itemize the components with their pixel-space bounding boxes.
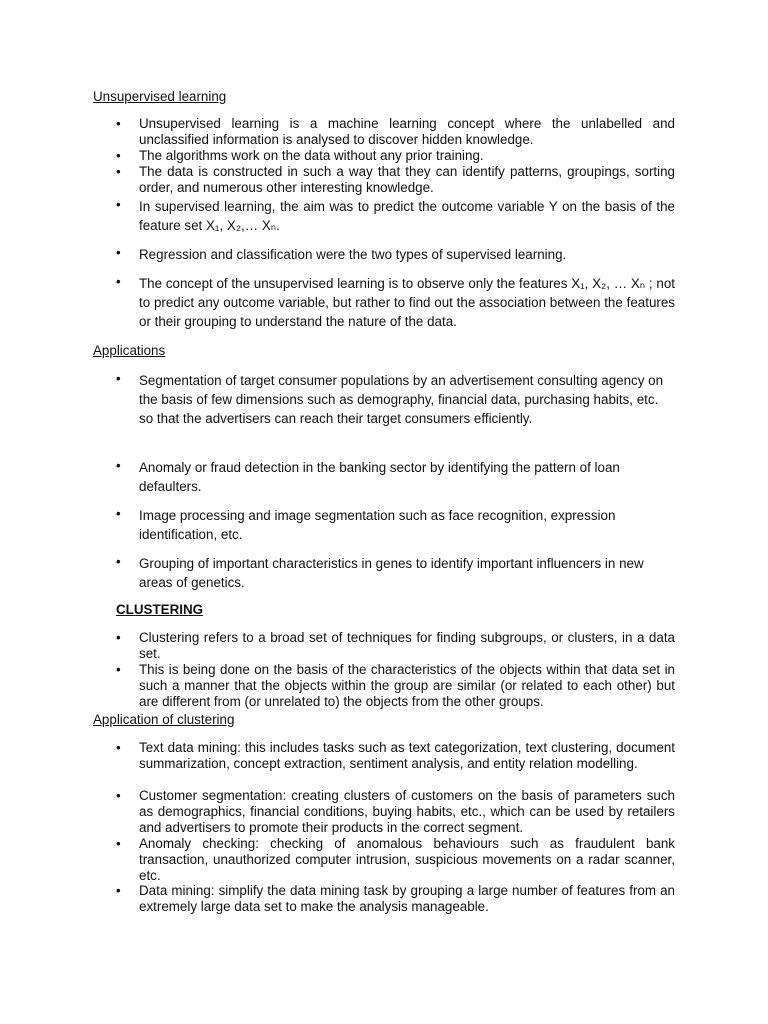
list-item-text: Image processing and image segmentation such as face recognition, expression identification, etc. <box>139 508 616 542</box>
list-item <box>116 148 675 164</box>
list-item <box>116 197 675 235</box>
bullet-icon: • <box>116 245 121 260</box>
list-item <box>116 836 675 884</box>
list-item <box>116 630 675 662</box>
list-item-text: Regression and classification were the two types of supervised learning. <box>139 247 567 262</box>
bullet-icon: • <box>116 274 121 289</box>
list-item <box>116 274 675 331</box>
bullet-icon: • <box>116 371 121 386</box>
heading-unsupervised-learning: Unsupervised learning <box>93 89 227 104</box>
list-item-text: Text data mining: this includes tasks such as text categorization, text clustering, document summarization, concept extraction, sentiment analysis, and entity relation modelling. <box>139 740 675 771</box>
list-item <box>116 116 675 148</box>
list-item <box>116 788 675 836</box>
bullet-icon: • <box>116 197 121 212</box>
heading-clustering: CLUSTERING <box>116 602 204 617</box>
bullet-icon: • <box>116 148 121 163</box>
list-item-text: Unsupervised learning is a machine learning concept where the unlabelled and unclassified information is analysed to discover hidden knowledge. <box>139 116 675 147</box>
list-item-text: Grouping of important characteristics in genes to identify important influencers in new areas of genetics. <box>139 556 644 590</box>
list-item-text: The concept of the unsupervised learning is to observe only the features X₁, X₂, … Xₙ ; not to predict any outcome variable, but rather to find out the association between the features or their grouping to understand the nature of the data. <box>139 276 675 329</box>
list-item-text: Anomaly or fraud detection in the banking sector by identifying the pattern of loan defaulters. <box>139 460 620 494</box>
list-item <box>116 371 675 428</box>
bullet-icon: • <box>116 740 121 755</box>
bullet-icon: • <box>116 554 121 569</box>
list-item-text: The algorithms work on the data without any prior training. <box>139 148 484 163</box>
list-item-text: Anomaly checking: checking of anomalous behaviours such as fraudulent bank transaction, unauthorized computer intrusion, suspicious movements on a radar scanner, etc. <box>139 836 675 883</box>
list-item-text: This is being done on the basis of the characteristics of the objects within that data set in such a manner that the objects within the group are similar (or related to each other) but are different from (or unrelated to) the objects from the other groups. <box>139 662 675 709</box>
list-item <box>116 554 675 592</box>
heading-applications: Applications <box>93 343 166 358</box>
bullet-icon: • <box>116 458 121 473</box>
bullet-icon: • <box>116 506 121 521</box>
bullet-icon: • <box>116 662 121 677</box>
list-item-text: The data is constructed in such a way that they can identify patterns, groupings, sorting order, and numerous other interesting knowledge. <box>139 164 675 195</box>
list-item-text: Customer segmentation: creating clusters of customers on the basis of parameters such as demographics, financial conditions, buying habits, etc., which can be used by retailers and advertisers to promote their products in the correct segment. <box>139 788 675 835</box>
list-item <box>116 883 675 915</box>
bullet-icon: • <box>116 883 121 898</box>
bullet-icon: • <box>116 116 121 131</box>
list-item <box>116 506 675 544</box>
list-item <box>116 245 675 264</box>
bullet-icon: • <box>116 788 121 803</box>
list-item-text: Clustering refers to a broad set of techniques for finding subgroups, or clusters, in a data set. <box>139 630 675 661</box>
heading-application-of-clustering: Application of clustering <box>93 712 235 727</box>
bullet-icon: • <box>116 630 121 645</box>
list-item <box>116 164 675 196</box>
list-item-text: Segmentation of target consumer populations by an advertisement consulting agency on the basis of few dimensions such as demography, financial data, purchasing habits, etc. so that the advertisers can reach their target consumers efficiently. <box>139 373 664 426</box>
list-item <box>116 662 675 710</box>
list-item <box>116 458 675 496</box>
list-item <box>116 740 675 772</box>
bullet-icon: • <box>116 164 121 179</box>
bullet-icon: • <box>116 836 121 851</box>
list-item-text: In supervised learning, the aim was to predict the outcome variable Y on the basis of the feature set X₁, X₂,… Xₙ. <box>139 199 675 233</box>
list-item-text: Data mining: simplify the data mining task by grouping a large number of features from an extremely large data set to make the analysis manageable. <box>139 883 675 914</box>
